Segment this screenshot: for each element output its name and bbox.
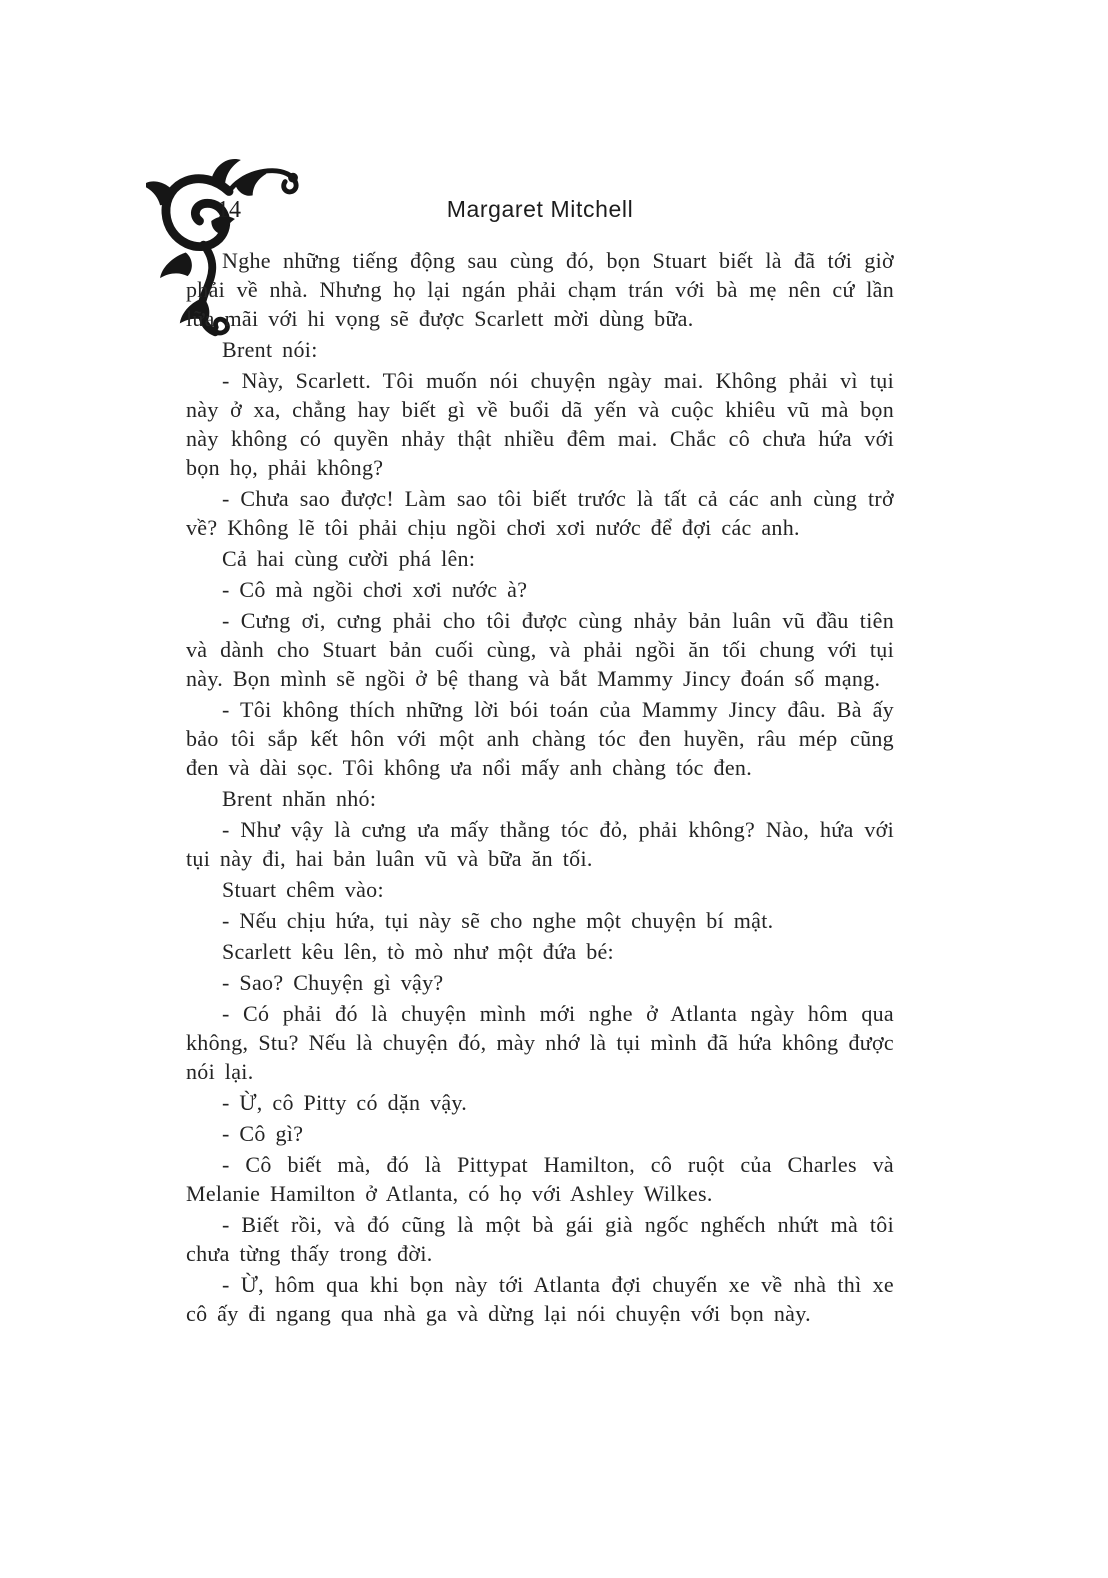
paragraph: - Cô mà ngồi chơi xơi nước à? <box>222 577 528 602</box>
paragraph: - Như vậy là cưng ưa mấy thằng tóc đỏ, phải không? Nào, hứa với tụi này đi, hai bản luân vũ và bữa ăn tối. <box>186 817 894 871</box>
paragraph: Stuart chêm vào: <box>222 877 384 902</box>
page-number: 14 <box>217 197 241 223</box>
paragraph: - Biết rồi, và đó cũng là một bà gái già ngốc nghếch nhứt mà tôi chưa từng thấy trong đời. <box>186 1212 894 1266</box>
paragraph: - Chưa sao được! Làm sao tôi biết trước là tất cả các anh cùng trở về? Không lẽ tôi phải chịu ngồi chơi xơi nước để đợi các anh. <box>186 486 894 540</box>
paragraph: - Cô gì? <box>222 1121 304 1146</box>
paragraph: - Có phải đó là chuyện mình mới nghe ở Atlanta ngày hôm qua không, Stu? Nếu là chuyện đó, mày nhớ là tụi mình đã hứa không được nói lại. <box>186 1001 894 1084</box>
paragraph: - Ừ, hôm qua khi bọn này tới Atlanta đợi chuyến xe về nhà thì xe cô ấy đi ngang qua nhà ga và dừng lại nói chuyện với bọn này. <box>186 1272 894 1326</box>
running-header: Margaret Mitchell <box>446 196 634 222</box>
paragraph: - Ừ, cô Pitty có dặn vậy. <box>222 1090 468 1115</box>
paragraph: Cả hai cùng cười phá lên: <box>222 546 476 571</box>
paragraph: - Cưng ơi, cưng phải cho tôi được cùng nhảy bản luân vũ đầu tiên và dành cho Stuart bản cuối cùng, và phải ngồi ăn tối chung với tụi này. Bọn mình sẽ ngồi ở bệ thang và bắt Mammy Jincy đoán số mạng. <box>186 608 894 691</box>
paragraph: - Sao? Chuyện gì vậy? <box>222 970 444 995</box>
paragraph: - Cô biết mà, đó là Pittypat Hamilton, cô ruột của Charles và Melanie Hamilton ở Atlanta, có họ với Ashley Wilkes. <box>186 1152 894 1206</box>
paragraph: Scarlett kêu lên, tò mò như một đứa bé: <box>222 939 614 964</box>
paragraph: Nghe những tiếng động sau cùng đó, bọn Stuart biết là đã tới giờ phải về nhà. Nhưng họ lại ngán phải chạm trán với bà mẹ nên cứ lần lữa mãi với hi vọng sẽ được Scarlett mời dùng bữa. <box>186 248 894 331</box>
body-text <box>186 246 894 1330</box>
paragraph: - Tôi không thích những lời bói toán của Mammy Jincy đâu. Bà ấy bảo tôi sắp kết hôn với một anh chàng tóc đen huyền, râu mép cũng đen và dài sọc. Tôi không ưa nổi mấy anh chàng tóc đen. <box>186 697 894 780</box>
paragraph: Brent nói: <box>222 337 318 362</box>
paragraph: - Nếu chịu hứa, tụi này sẽ cho nghe một chuyện bí mật. <box>222 908 774 933</box>
paragraph: Brent nhăn nhó: <box>222 786 377 811</box>
paragraph: - Này, Scarlett. Tôi muốn nói chuyện ngày mai. Không phải vì tụi này ở xa, chẳng hay biết gì về buổi dã yến và cuộc khiêu vũ mà bọn này không có quyền nhảy thật nhiều đêm mai. Chắc cô chưa hứa với bọn họ, phải không? <box>186 368 894 480</box>
